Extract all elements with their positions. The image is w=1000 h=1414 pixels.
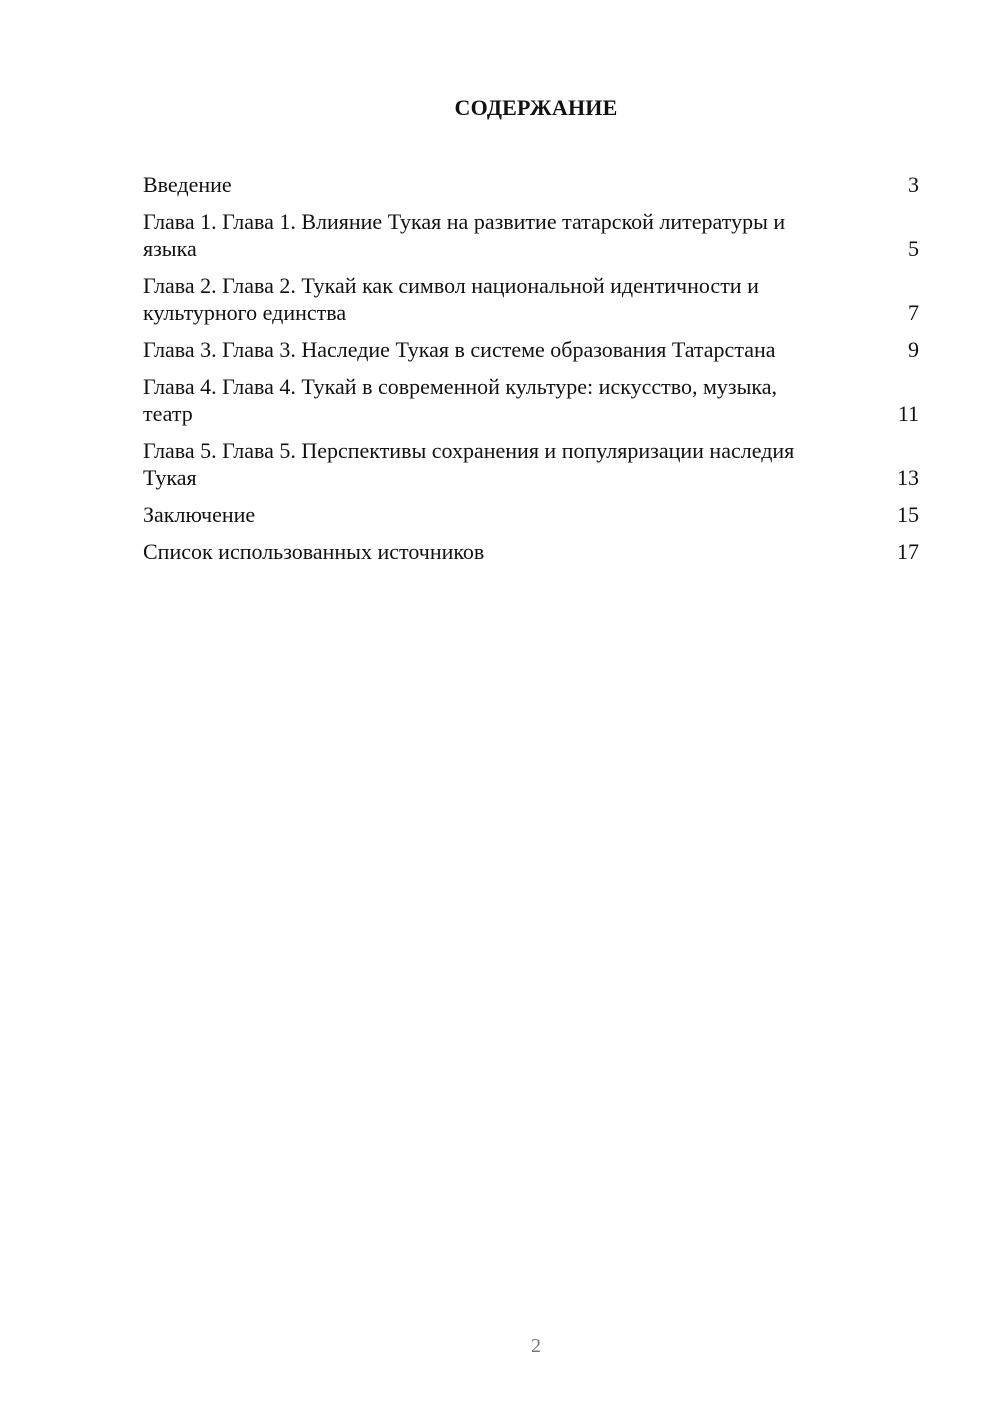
toc-entry-chapter-3[interactable] (143, 336, 919, 363)
toc-title: СОДЕРЖАНИЕ (454, 95, 618, 120)
toc-entry-chapter-1[interactable] (143, 208, 919, 262)
toc-entry-text: Заключение (143, 502, 256, 527)
toc-entry-page: 7 (908, 300, 919, 325)
toc-entry-conclusion[interactable] (143, 501, 919, 528)
toc-entry-chapter-4[interactable] (143, 373, 919, 427)
toc-entry-page: 13 (897, 465, 919, 490)
toc-entry-chapter-5[interactable] (143, 437, 919, 491)
toc-entry-text: Список использованных источников (143, 539, 485, 564)
toc-entry-text: Глава 5. Глава 5. Перспективы сохранения и популяризации наследия Тукая (143, 438, 795, 490)
toc-entry-page: 11 (897, 401, 919, 426)
toc-entry-page: 3 (908, 172, 919, 197)
toc-entry-text: Глава 1. Глава 1. Влияние Тукая на развитие татарской литературы и языка (143, 209, 786, 261)
toc-entry-page: 5 (908, 236, 919, 261)
toc-entry-text: Глава 3. Глава 3. Наследие Тукая в системе образования Татарстана (143, 337, 776, 362)
toc-entry-introduction[interactable] (143, 171, 919, 198)
toc-entry-page: 15 (897, 502, 919, 527)
toc-entry-text: Введение (143, 172, 232, 197)
page-number: 2 (531, 1335, 541, 1357)
toc-entry-text: Глава 2. Глава 2. Тукай как символ национальной идентичности и культурного единства (143, 273, 759, 325)
toc-entry-references[interactable] (143, 538, 919, 565)
table-of-contents (143, 171, 919, 575)
toc-entry-page: 9 (908, 337, 919, 362)
toc-entry-page: 17 (897, 539, 919, 564)
toc-entry-text: Глава 4. Глава 4. Тукай в современной культуре: искусство, музыка, театр (143, 374, 777, 426)
toc-entry-chapter-2[interactable] (143, 272, 919, 326)
